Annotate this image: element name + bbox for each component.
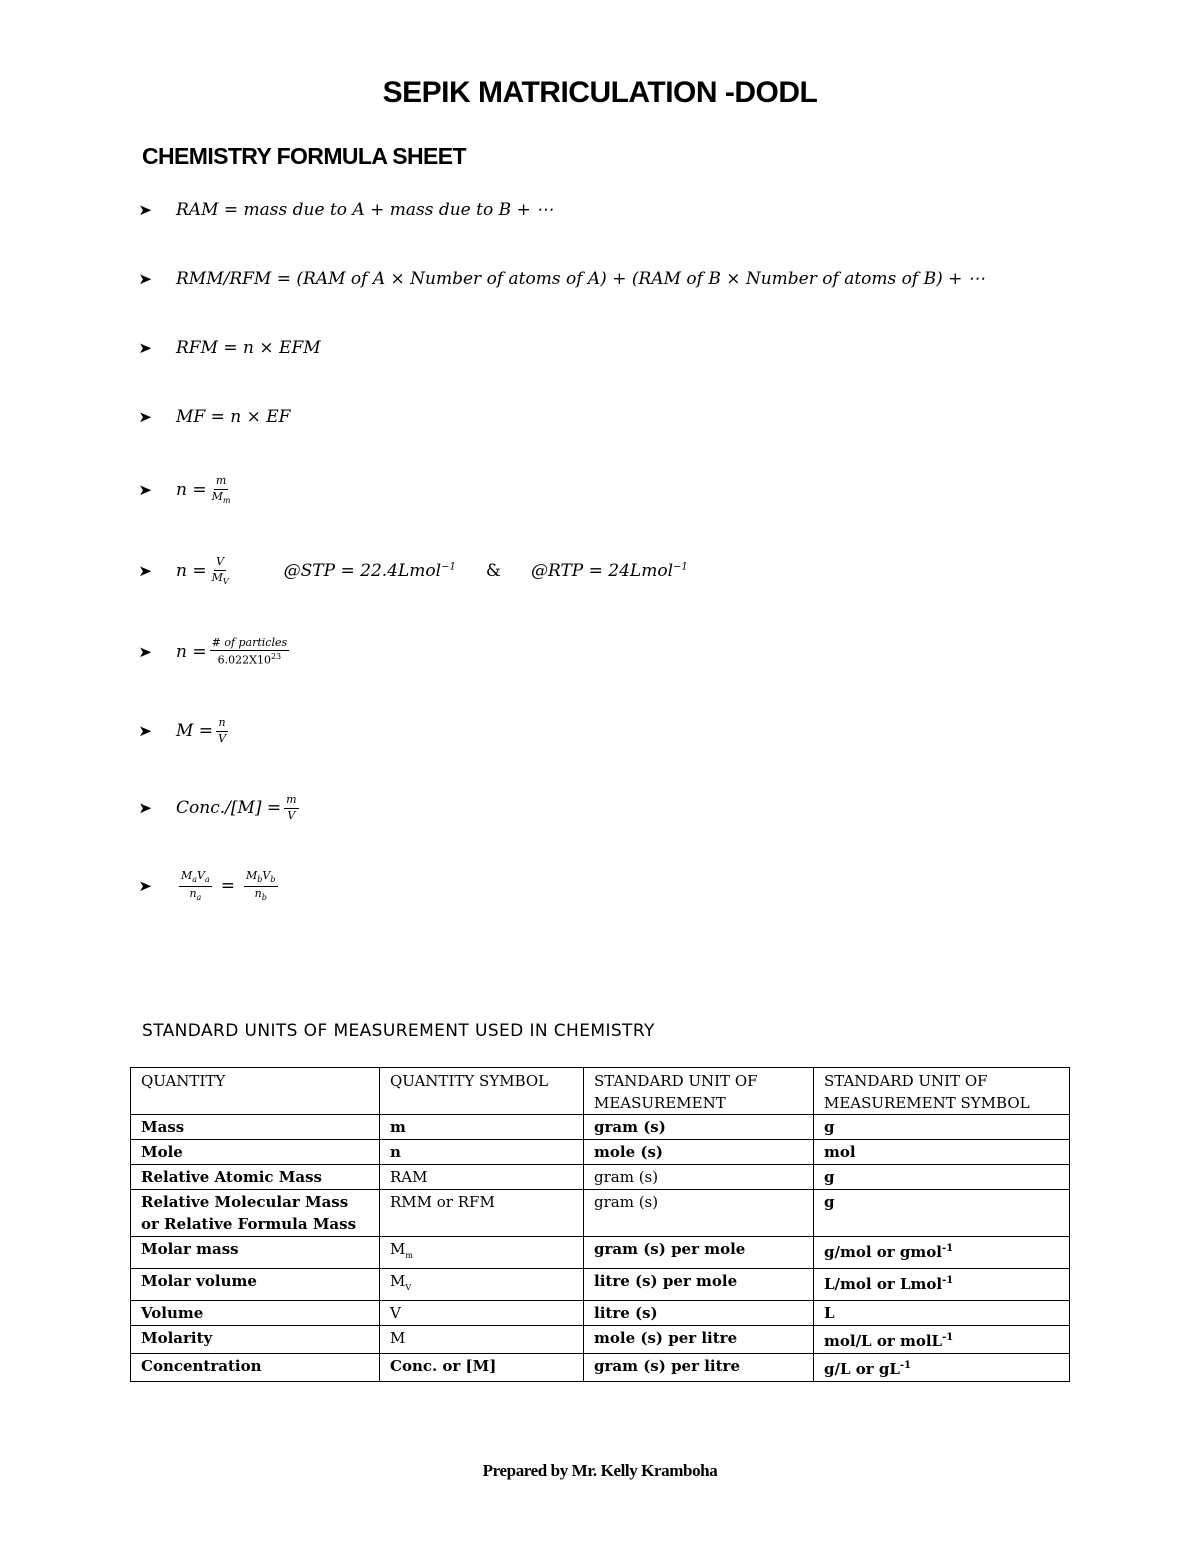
quantity-cell: Relative Molecular Mass or Relative Formula Mass	[131, 1190, 380, 1237]
header-cell: STANDARD UNIT OF MEASUREMENT	[584, 1068, 814, 1115]
quantity-cell: Relative Atomic Mass	[131, 1165, 380, 1190]
formula-rmm	[140, 259, 985, 299]
stp-condition: @STP = 22.4Lmol$^{-1}$	[283, 561, 456, 581]
arrow-bullet-icon: ➤	[138, 877, 153, 895]
formula-concentration	[140, 788, 302, 828]
unit-cell: gram (s)	[584, 1190, 814, 1237]
unit-symbol-cell: g/mol or gmol$^{-1}$	[814, 1237, 1070, 1269]
symbol-cell: RMM or RFM	[380, 1190, 584, 1237]
formula-text: RFM = n × EFM	[176, 338, 321, 358]
unit-cell: gram (s)	[584, 1165, 814, 1190]
formula-lhs: n =	[176, 480, 207, 500]
ampersand: &	[485, 561, 501, 581]
formula-text: RMM/RFM = (RAM of A × Number of atoms of A) + (RAM of B × Number of atoms of B) + ⋯	[176, 269, 985, 289]
arrow-bullet-icon: ➤	[138, 270, 153, 288]
quantity-cell: Mole	[131, 1140, 380, 1165]
numerator: V	[214, 556, 226, 571]
unit-symbol-cell: L/mol or Lmol$^{-1}$	[814, 1269, 1070, 1301]
formula-lhs: Conc./[M] =	[176, 798, 282, 818]
header-cell: STANDARD UNIT OF MEASUREMENT SYMBOL	[814, 1068, 1070, 1115]
table-row	[131, 1301, 1070, 1326]
quantity-cell: Molar volume	[131, 1269, 380, 1301]
unit-symbol-cell: g/L or $gL^{-1}$	[814, 1354, 1070, 1382]
unit-cell: litre (s) per mole	[584, 1269, 814, 1301]
fraction	[210, 637, 290, 668]
table-row	[131, 1237, 1070, 1269]
rtp-condition: @RTP = 24Lmol$^{-1}$	[530, 561, 688, 581]
fraction	[284, 794, 298, 822]
fraction	[210, 556, 231, 586]
arrow-bullet-icon: ➤	[138, 799, 153, 817]
numerator: m	[214, 475, 228, 490]
units-table	[130, 1067, 1070, 1382]
table-row	[131, 1190, 1070, 1237]
fraction-right	[244, 870, 277, 902]
quantity-cell: Volume	[131, 1301, 380, 1326]
equals-sign: =	[220, 876, 236, 896]
arrow-bullet-icon: ➤	[138, 201, 153, 219]
symbol-cell: m	[380, 1115, 584, 1140]
denominator: V	[287, 808, 296, 822]
arrow-bullet-icon: ➤	[138, 339, 153, 357]
numerator: # of particles	[210, 637, 290, 652]
unit-cell: gram (s) per litre	[584, 1354, 814, 1382]
numerator: $M_aV_a$	[179, 870, 212, 886]
formula-molarity	[140, 711, 231, 751]
units-heading: STANDARD UNITS OF MEASUREMENT USED IN CHEMISTRY	[142, 1021, 655, 1041]
quantity-cell: Concentration	[131, 1354, 380, 1382]
unit-symbol-cell: L	[814, 1301, 1070, 1326]
symbol-cell: V	[380, 1301, 584, 1326]
prepared-by-footer: Prepared by Mr. Kelly Kramboha	[482, 1461, 718, 1480]
denominator: $6.022X10^{23}$	[217, 652, 282, 667]
formula-rfm	[140, 328, 321, 368]
symbol-cell: $M_m$	[380, 1237, 584, 1269]
symbol-cell: M	[380, 1326, 584, 1354]
numerator: $M_bV_b$	[244, 870, 277, 886]
formula-lhs: M =	[176, 721, 214, 741]
symbol-cell: n	[380, 1140, 584, 1165]
header-cell: QUANTITY SYMBOL	[380, 1068, 584, 1115]
unit-symbol-cell: mol	[814, 1140, 1070, 1165]
table-row	[131, 1269, 1070, 1301]
symbol-cell: $M_V$	[380, 1269, 584, 1301]
formula-lhs: n =	[176, 642, 207, 662]
table-row	[131, 1165, 1070, 1190]
formula-moles-mass	[140, 470, 235, 510]
page-title: SEPIK MATRICULATION -DODL	[382, 76, 818, 109]
numerator: m	[284, 794, 298, 809]
fraction-left	[179, 870, 212, 902]
formula-ram	[140, 190, 553, 230]
unit-cell: gram (s) per mole	[584, 1237, 814, 1269]
denominator: $n_a$	[189, 886, 202, 902]
arrow-bullet-icon: ➤	[138, 643, 153, 661]
unit-cell: litre (s)	[584, 1301, 814, 1326]
denominator: $M_m$	[211, 489, 231, 505]
quantity-cell: Molarity	[131, 1326, 380, 1354]
formula-lhs: n =	[176, 561, 207, 581]
arrow-bullet-icon: ➤	[138, 562, 153, 580]
quantity-cell: Molar mass	[131, 1237, 380, 1269]
unit-symbol-cell: mol/L or molL$^{-1}$	[814, 1326, 1070, 1354]
symbol-cell: Conc. or [M]	[380, 1354, 584, 1382]
unit-cell: mole (s)	[584, 1140, 814, 1165]
fraction	[216, 717, 228, 745]
denominator: $n_b$	[254, 886, 267, 902]
unit-symbol-cell: g	[814, 1115, 1070, 1140]
arrow-bullet-icon: ➤	[138, 481, 153, 499]
arrow-bullet-icon: ➤	[138, 722, 153, 740]
formula-mf	[140, 397, 290, 437]
fraction	[210, 475, 233, 505]
symbol-cell: RAM	[380, 1165, 584, 1190]
numerator: n	[216, 717, 227, 732]
formula-text: MF = n × EF	[176, 407, 291, 427]
table-row	[131, 1115, 1070, 1140]
table-row	[131, 1354, 1070, 1382]
header-cell: QUANTITY	[131, 1068, 380, 1115]
table-row	[131, 1140, 1070, 1165]
unit-cell: mole (s) per litre	[584, 1326, 814, 1354]
denominator: V	[218, 731, 227, 745]
sheet-subtitle: CHEMISTRY FORMULA SHEET	[142, 143, 466, 169]
denominator: $M_V$	[211, 570, 229, 586]
formula-titration	[140, 866, 281, 906]
formula-moles-particles	[140, 632, 292, 672]
arrow-bullet-icon: ➤	[138, 408, 153, 426]
formula-text: RAM = mass due to A + mass due to B + ⋯	[176, 200, 554, 220]
unit-symbol-cell: g	[814, 1190, 1070, 1237]
unit-symbol-cell: g	[814, 1165, 1070, 1190]
unit-cell: gram (s)	[584, 1115, 814, 1140]
table-row	[131, 1326, 1070, 1354]
quantity-cell: Mass	[131, 1115, 380, 1140]
formula-moles-volume	[140, 551, 688, 591]
table-header-row	[131, 1068, 1070, 1115]
